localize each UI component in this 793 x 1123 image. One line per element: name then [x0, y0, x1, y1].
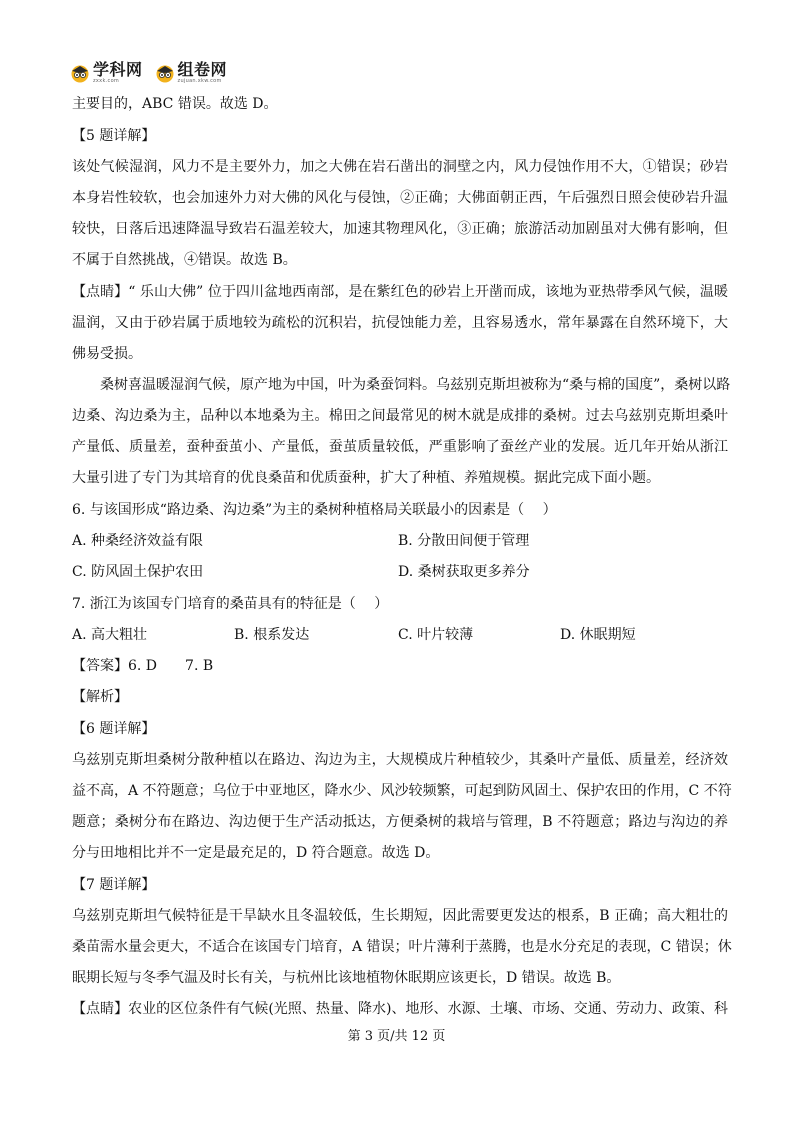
logo-name: 学科网 — [93, 60, 143, 79]
text-line: 大量引进了专门为其培育的优良桑苗和优质蚕种，扩大了种植、养殖规模。据此完成下面小题。 — [72, 470, 660, 486]
text-line: 乌兹别克斯坦桑树分散种植以在路边、沟边为主，大规模成片种植较少，其桑叶产量低、质量差，经济效 — [72, 752, 728, 768]
owl-icon — [70, 63, 90, 83]
option-7c: C. 叶片较薄 — [398, 627, 474, 643]
section-heading: 【7 题详解】 — [72, 877, 156, 893]
option-7a: A. 高大粗壮 — [72, 627, 148, 643]
text-line: 桑苗需水量会更大，不适合在该国专门培育，A 错误；叶片薄利于蒸腾，也是水分充足的表现，C 错误；休 — [72, 939, 732, 955]
text-line: 产量低、质量差，蚕种蚕茧小、产量低，蚕茧质量较低，严重影响了蚕丝产业的发展。近几年开始从浙江 — [72, 439, 728, 455]
text-line: 较快，日落后迅速降温导致岩石温差较大，加速其物理风化，③正确；旅游活动加剧虽对大佛有影响，但 — [72, 221, 728, 237]
option-6b: B. 分散田间便于管理 — [398, 533, 530, 549]
header-logos — [70, 60, 227, 86]
text-line: 边桑、沟边桑为主，品种以本地桑为主。棉田之间最常见的树木就是成排的桑树。过去乌兹别克斯坦桑叶 — [72, 408, 728, 424]
material-paragraph: 桑树喜温暖湿润气候，原产地为中国，叶为桑蚕饲料。乌兹别克斯坦被称为“桑与棉的国度”，桑树以路 — [100, 377, 731, 393]
text-line: 本身岩性较软，也会加速外力对大佛的风化与侵蚀，②正确；大佛面朝正西，午后强烈日照会使砂岩升温 — [72, 190, 728, 206]
question-6: 6. 与该国形成“路边桑、沟边桑”为主的桑树种植格局关联最小的因素是（ ） — [72, 502, 557, 518]
logo-url: zxxk.com — [93, 78, 120, 84]
section-heading: 【6 题详解】 — [72, 721, 156, 737]
text-line: 佛易受损。 — [72, 346, 142, 362]
text-line: 益不高，A 不符题意；乌位于中亚地区，降水少、风沙较频繁，可起到防风固土、保护农田的作用，C 不符 — [72, 783, 732, 799]
text-line: 乌兹别克斯坦气候特征是干旱缺水且冬温较低，生长期短，因此需要更发达的根系，B 正确；高大粗壮的 — [72, 908, 728, 924]
option-6a: A. 种桑经济效益有限 — [72, 533, 204, 549]
text-line: 眠期长短与冬季气温及时长有关，与杭州比该地植物休眠期应该更长，D 错误。故选 B。 — [72, 970, 621, 986]
option-7b: B. 根系发达 — [234, 627, 310, 643]
text-line: 分与田地相比并不一定是最充足的，D 符合题意。故选 D。 — [72, 845, 440, 861]
zujuanwang-logo — [155, 62, 228, 84]
option-7d: D. 休眠期短 — [560, 627, 636, 643]
xuekewang-logo — [70, 62, 143, 84]
logo-url: zujuan.xkw.com — [177, 78, 222, 84]
analysis-heading: 【解析】 — [72, 689, 128, 705]
text-line: 不属于自然挑战，④错误。故选 B。 — [72, 252, 297, 268]
tip-paragraph: 【点睛】“ 乐山大佛” 位于四川盆地西南部，是在紫红色的砂岩上开凿而成，该地为亚热带季风气候，温暖 — [72, 284, 728, 300]
section-heading: 【5 题详解】 — [72, 128, 156, 144]
logo-name: 组卷网 — [177, 60, 228, 79]
question-7: 7. 浙江为该国专门培育的桑苗具有的特征是（ ） — [72, 596, 389, 612]
text-line: 该处气候湿润，风力不是主要外力，加之大佛在岩石凿出的洞壁之内，风力侵蚀作用不大，①错误；砂岩 — [72, 159, 728, 175]
option-6c: C. 防风固土保护农田 — [72, 564, 204, 580]
page-footer: 第 3 页/共 12 页 — [347, 1029, 446, 1044]
tip-paragraph: 【点睛】农业的区位条件有气候(光照、热量、降水)、地形、水源、土壤、市场、交通、劳动力、政策、科 — [72, 1001, 728, 1017]
text-line: 题意；桑树分布在路边、沟边便于生产活动抵达，方便桑树的栽培与管理，B 不符题意；路边与沟边的养 — [72, 814, 728, 830]
text-line: 温润，又由于砂岩属于质地较为疏松的沉积岩，抗侵蚀能力差，且容易透水，常年暴露在自然环境下，大 — [72, 315, 728, 331]
option-6d: D. 桑树获取更多养分 — [398, 564, 530, 580]
answer-line: 【答案】6. D 7. B — [72, 658, 214, 674]
text-line: 主要目的，ABC 错误。故选 D。 — [72, 96, 278, 112]
owl-icon — [155, 63, 175, 83]
